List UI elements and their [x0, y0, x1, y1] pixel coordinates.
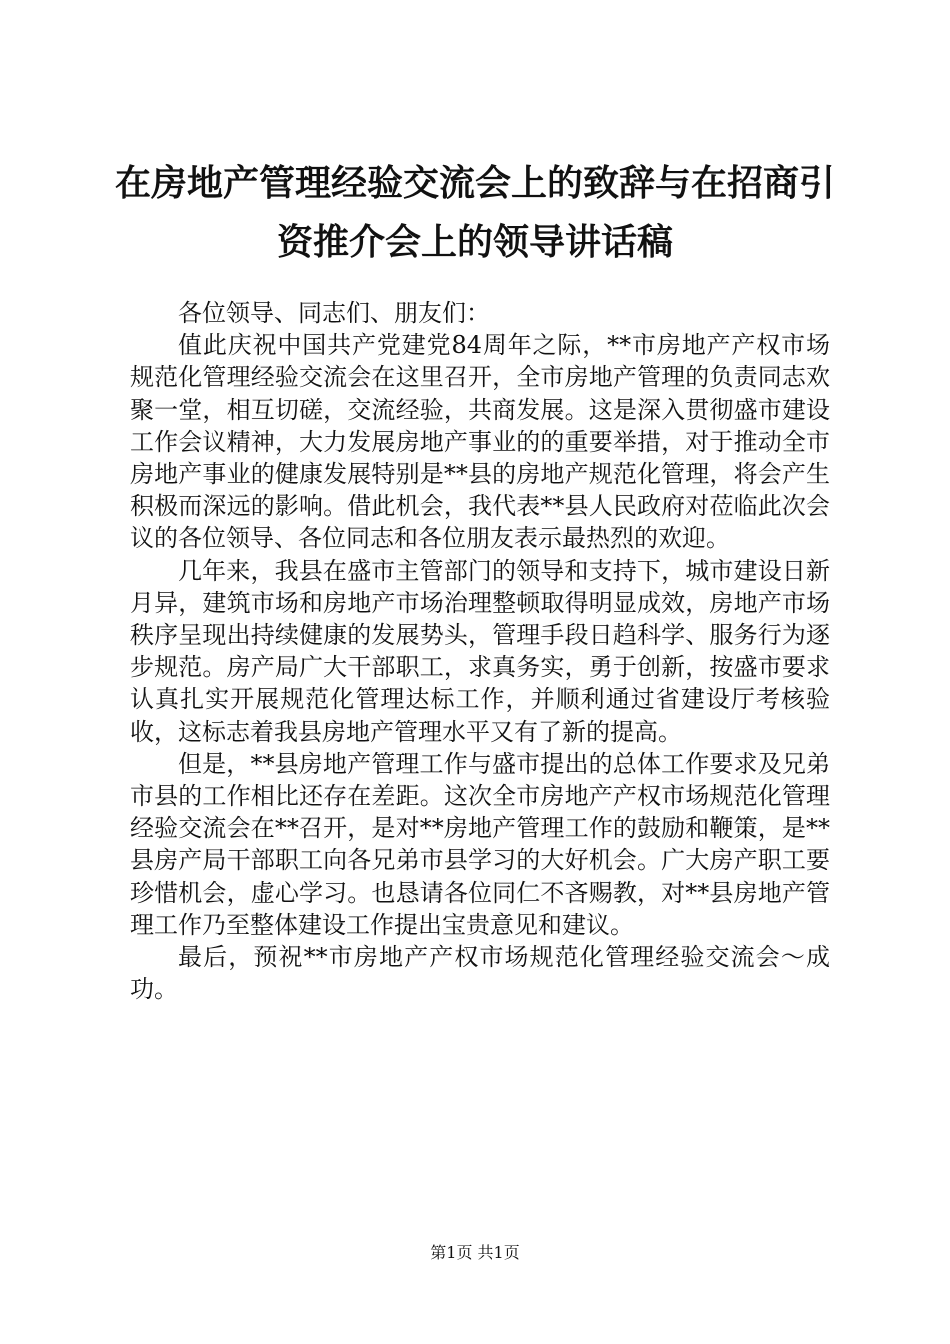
page-footer: 第1页 共1页 — [430, 1243, 520, 1262]
salutation: 各位领导、同志们、朋友们： — [178, 299, 490, 327]
document-title-line-1: 在房地产管理经验交流会上的致辞与在招商引 — [114, 162, 835, 204]
document-title-line-2: 资推介会上的领导讲话稿 — [276, 221, 673, 263]
body-paragraph: 但是，**县房地产管理工作与盛市提出的总体工作要求及兄弟市县的工作相比还存在差距。这次全市房地产产权市场规范化管理经验交流会在**召开，是对**房地产管理工作的鼓励和鞭策，是**县房产局干部职工向各兄弟市县学习的大好机会。广大房产职工要珍惜机会，虚心学习。也恳请各位同仁不吝赐教，对**县房地产管理工作乃至整体建设工作提出宝贵意见和建议。 — [130, 749, 830, 939]
body-paragraph: 几年来，我县在盛市主管部门的领导和支持下，城市建设日新月异，建筑市场和房地产市场治理整顿取得明显成效，房地产市场秩序呈现出持续健康的发展势头，管理手段日趋科学、服务行为逐步规范。房产局广大干部职工，求真务实，勇于创新，按盛市要求认真扎实开展规范化管理达标工作，并顺利通过省建设厅考核验收，这标志着我县房地产管理水平又有了新的提高。 — [130, 556, 830, 746]
document-body — [130, 297, 830, 1005]
closing-paragraph: 最后，预祝**市房地产产权市场规范化管理经验交流会～成功。 — [130, 943, 830, 1004]
body-paragraph: 值此庆祝中国共产党建党84周年之际，**市房地产产权市场规范化管理经验交流会在这里召开，全市房地产管理的负责同志欢聚一堂，相互切磋，交流经验，共商发展。这是深入贯彻盛市建设工作会议精神，大力发展房地产事业的的重要举措，对于推动全市房地产事业的健康发展特别是**县的房地产规范化管理，将会产生积极而深远的影响。借此机会，我代表**县人民政府对莅临此次会议的各位领导、各位同志和各位朋友表示最热烈的欢迎。 — [130, 331, 830, 553]
